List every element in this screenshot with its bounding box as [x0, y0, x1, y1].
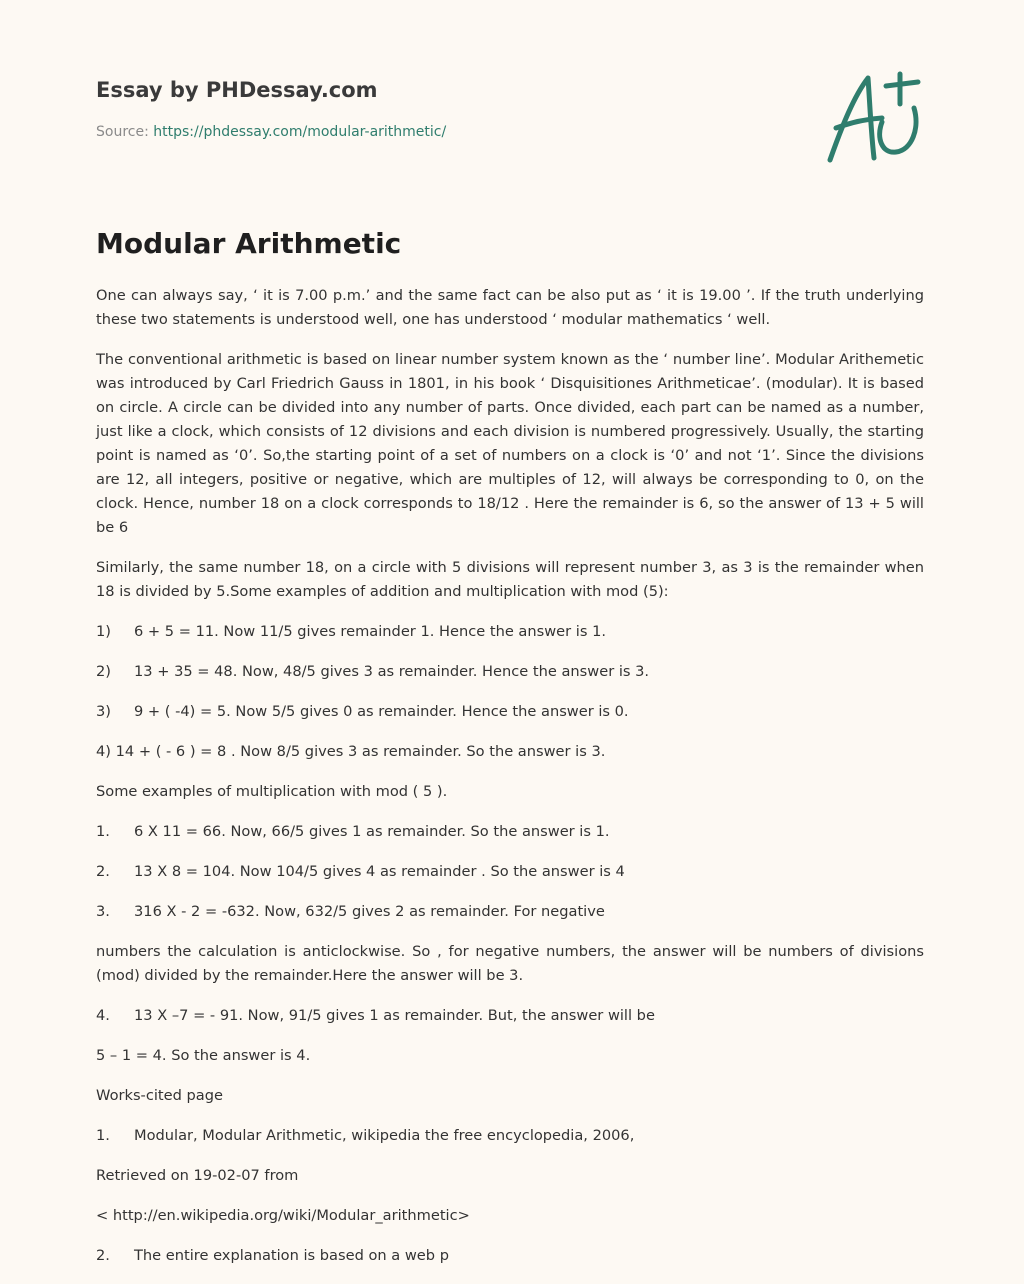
source-label: Source:	[96, 124, 149, 140]
works-cited-heading: Works-cited page	[96, 1087, 223, 1104]
citation-item	[96, 1124, 924, 1148]
list-item	[96, 1004, 924, 1028]
list-number: 4.	[96, 1007, 110, 1024]
paragraph-intro: One can always say, ‘ it is 7.00 p.m.’ and the same fact can be also put as ‘ it is 19.00 ’. If the truth underlying these two statements is understood well, one has understood ‘ modular mathematics ‘ well.	[96, 287, 924, 328]
list-item	[96, 860, 924, 884]
paragraph-conventional-arithmetic: The conventional arithmetic is based on linear number system known as the ‘ number line’. Modular Arithemetic was introduced by Carl Friedrich Gauss in 1801, in his book ‘ Disquisitiones Arithmeticae’. (modular). It is based on circle. A circle can be divided into any number of parts. Once divided, each part can be named as a number, just like a clock, which consists of 12 divisions and each division is numbered progressively. Usually, the starting point is named as ‘0’. So,the starting point of a set of numbers on a clock is ‘0’ and not ‘1’. Since the divisions are 12, all integers, positive or negative, which are multiples of 12, will always be corresponding to 0, on the clock. Hence, number 18 on a clock corresponds to 18/12 . Here the remainder is 6, so the answer of 13 + 5 will be 6	[96, 351, 924, 536]
list-item	[96, 660, 924, 684]
list-number: 2)	[96, 663, 111, 680]
list-text: The entire explanation is based on a web p	[134, 1247, 449, 1264]
list-number: 1)	[96, 623, 111, 640]
list-number: 3.	[96, 903, 110, 920]
list-item	[96, 900, 924, 924]
document-header	[96, 74, 796, 142]
citation-item	[96, 1244, 924, 1268]
paragraph-mod5-intro: Similarly, the same number 18, on a circle with 5 divisions will represent number 3, as 3 is the remainder when 18 is divided by 5.Some examples of addition and multiplication with mod (5):	[96, 559, 924, 600]
document-title: Modular Arithmetic	[96, 227, 402, 260]
source-line	[96, 122, 796, 142]
list-item	[96, 820, 924, 844]
list-number: 1.	[96, 1127, 110, 1144]
list-text: Modular, Modular Arithmetic, wikipedia the free encyclopedia, 2006,	[134, 1127, 635, 1144]
list-text: 6 X 11 = 66. Now, 66/5 gives 1 as remainder. So the answer is 1.	[134, 823, 610, 840]
list-number: 2.	[96, 863, 110, 880]
list-item	[96, 620, 924, 644]
list-text: 9 + ( -4) = 5. Now 5/5 gives 0 as remainder. Hence the answer is 0.	[134, 703, 629, 720]
list-text: 13 + 35 = 48. Now, 48/5 gives 3 as remainder. Hence the answer is 3.	[134, 663, 650, 680]
source-link[interactable]: https://phdessay.com/modular-arithmetic/	[153, 124, 447, 140]
essay-body	[96, 284, 924, 1284]
list-number: 1.	[96, 823, 110, 840]
list-text: 13 X 8 = 104. Now 104/5 gives 4 as remainder . So the answer is 4	[134, 863, 625, 880]
list-text: 6 + 5 = 11. Now 11/5 gives remainder 1. Hence the answer is 1.	[134, 623, 607, 640]
multiplication-intro: Some examples of multiplication with mod ( 5 ).	[96, 783, 448, 800]
paragraph-negative-note: numbers the calculation is anticlockwise. So , for negative numbers, the answer will be numbers of divisions (mod) divided by the remainder.Here the answer will be 3.	[96, 943, 924, 984]
site-title: Essay by PHDessay.com	[96, 78, 378, 102]
list-item	[96, 700, 924, 724]
citation-retrieved: Retrieved on 19-02-07 from	[96, 1167, 299, 1184]
list-item: 4) 14 + ( - 6 ) = 8 . Now 8/5 gives 3 as remainder. So the answer is 3.	[96, 743, 606, 760]
citation-url: < http://en.wikipedia.org/wiki/Modular_arithmetic>	[96, 1207, 470, 1224]
a-plus-logo-icon	[820, 66, 930, 166]
list-number: 2.	[96, 1247, 110, 1264]
list-item-continuation: 5 – 1 = 4. So the answer is 4.	[96, 1047, 311, 1064]
list-number: 3)	[96, 703, 111, 720]
list-text: 13 X –7 = - 91. Now, 91/5 gives 1 as remainder. But, the answer will be	[134, 1007, 655, 1024]
list-text: 316 X - 2 = -632. Now, 632/5 gives 2 as remainder. For negative	[134, 903, 605, 920]
